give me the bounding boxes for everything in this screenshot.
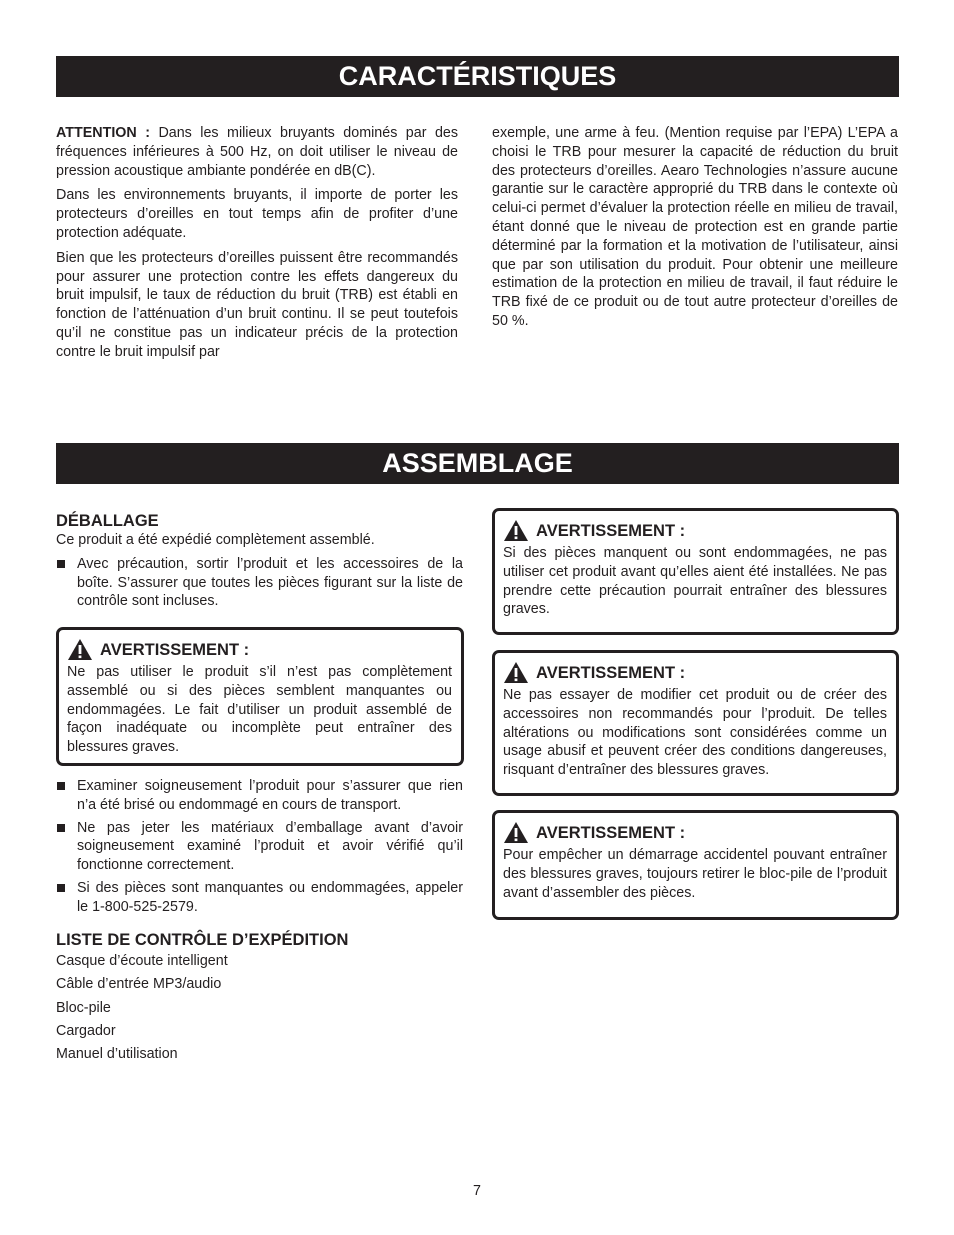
caracteristiques-banner (56, 56, 899, 97)
deballage-section (56, 511, 463, 615)
attention-text: Dans les milieux bruyants dominés par des fréquences inférieures à 500 Hz, on doit utiliser le niveau de pression acoustique ambiante pondérée en dB(C). (56, 125, 458, 179)
list-item: Si des pièces sont manquantes ou endommagées, appeler le 1-800-525-2579. (56, 879, 463, 917)
list-item: Manuel d’utilisation (56, 1046, 178, 1063)
warning-label: AVERTISSEMENT : (536, 521, 686, 540)
warning-text: Pour empêcher un démarrage accidentel pouvant entraîner des blessures graves, toujours retirer le bloc-pile de l’produit avant d’assembler des pièces. (503, 847, 887, 901)
warning-header (503, 661, 887, 684)
warning-box-incomplete (56, 627, 464, 766)
list-item: Cargador (56, 1022, 116, 1039)
list-item: Bloc-pile (56, 999, 111, 1016)
bullet-square-icon (57, 560, 65, 568)
warning-header (503, 519, 887, 542)
warning-label: AVERTISSEMENT : (100, 640, 250, 659)
deballage-bullet-list (56, 555, 463, 611)
inspection-section (56, 777, 463, 921)
warning-box-missing-parts (492, 508, 899, 635)
caracteristiques-title: CARACTÉRISTIQUES (338, 61, 617, 91)
checklist-items (56, 950, 463, 1066)
warning-triangle-icon (503, 661, 529, 684)
checklist-section (56, 930, 463, 1066)
list-item: Casque d’écoute intelligent (56, 953, 228, 969)
assemblage-banner (56, 443, 899, 484)
deballage-intro: Ce produit a été expédié complètement assemblé. (56, 532, 375, 548)
impulse-noise-paragraph: Bien que les protecteurs d’oreilles puissent être recommandés pour assurer une protection contre les effets dangereux du bruit impulsif, le taux de réduction du bruit (TRB) est établi en fonction de l’atténuation d’un bruit continu. Il se peut toutefois qu’il ne constitue pas un indicateur précis de la protection contre le bruit impulsif par (56, 249, 458, 360)
warning-box-modifications (492, 650, 899, 796)
warning-triangle-icon (503, 821, 529, 844)
warning-text: Ne pas essayer de modifier cet produit ou de créer des accessoires non recommandés pour l’produit. De telles altérations ou modifications sont considérées comme un usage abusif et peuvent créer des conditions dangereuses, risquant d’entraîner des blessures graves. (503, 687, 887, 779)
epa-paragraph: exemple, une arme à feu. (Mention requise par l’EPA) L’EPA a choisi le TRB pour mesurer la capacité de réduction du bruit des protecteurs d’oreilles. Aearo Technologies n’assure aucune garantie sur le caractère approprié du TRB dans le contexte où celui-ci permet d’évaluer la protection réelle en milieu de travail, étant donné que le niveau de protection est en grande partie déterminé par la formation et la motivation de l’utilisateur, ainsi que par son utilisation du produit. Pour obtenir une meilleure estimation de la protection en milieu de travail, il faut réduire le TRB fixé de ce produit ou de tout autre protecteur d’oreilles de 50 %. (492, 125, 898, 329)
deballage-heading: DÉBALLAGE (56, 512, 159, 530)
bullet-square-icon (57, 884, 65, 892)
caracteristiques-right-column (492, 124, 898, 337)
warning-label: AVERTISSEMENT : (536, 663, 686, 682)
list-item: Examiner soigneusement l’produit pour s’assurer que rien n’a été brisé ou endommagé en cours de transport. (56, 777, 463, 815)
list-item: Avec précaution, sortir l’produit et les accessoires de la boîte. S’assurer que toutes les pièces figurant sur la liste de contrôle sont incluses. (56, 555, 463, 611)
warning-triangle-icon (67, 638, 93, 661)
assemblage-title: ASSEMBLAGE (382, 448, 573, 478)
noise-env-paragraph: Dans les environnements bruyants, il importe de porter les protecteurs d’oreilles en tout temps afin de profiter d’une protection adéquate. (56, 187, 458, 241)
page-number: 7 (473, 1183, 481, 1199)
attention-paragraph (56, 124, 458, 180)
warning-box-battery (492, 810, 899, 920)
list-item: Câble d’entrée MP3/audio (56, 976, 222, 993)
checklist-heading: LISTE DE CONTRÔLE D’EXPÉDITION (56, 931, 349, 949)
bullet-square-icon (57, 782, 65, 790)
warning-header (67, 638, 452, 661)
warning-triangle-icon (503, 519, 529, 542)
warning-label: AVERTISSEMENT : (536, 823, 686, 842)
warning-text: Ne pas utiliser le produit s’il n’est pas complètement assemblé ou si des pièces semblent manquantes ou endommagées. Le fait d’utiliser un produit assemblé de façon inadéquate ou incomplète peut entraîner des blessures graves. (67, 664, 452, 756)
attention-label: ATTENTION : (56, 125, 150, 141)
inspection-bullet-list (56, 777, 463, 917)
warning-header (503, 821, 887, 844)
warning-text: Si des pièces manquent ou sont endommagées, ne pas utiliser cet produit avant qu’elles aient été installées. Ne pas prendre cette précaution pourrait entraîner des blessures graves. (503, 545, 887, 618)
list-item: Ne pas jeter les matériaux d’emballage avant d’avoir soigneusement examiné l’produit et avoir vérifié qu’il fonctionne correctement. (56, 819, 463, 875)
bullet-square-icon (57, 824, 65, 832)
caracteristiques-left-column (56, 124, 458, 368)
